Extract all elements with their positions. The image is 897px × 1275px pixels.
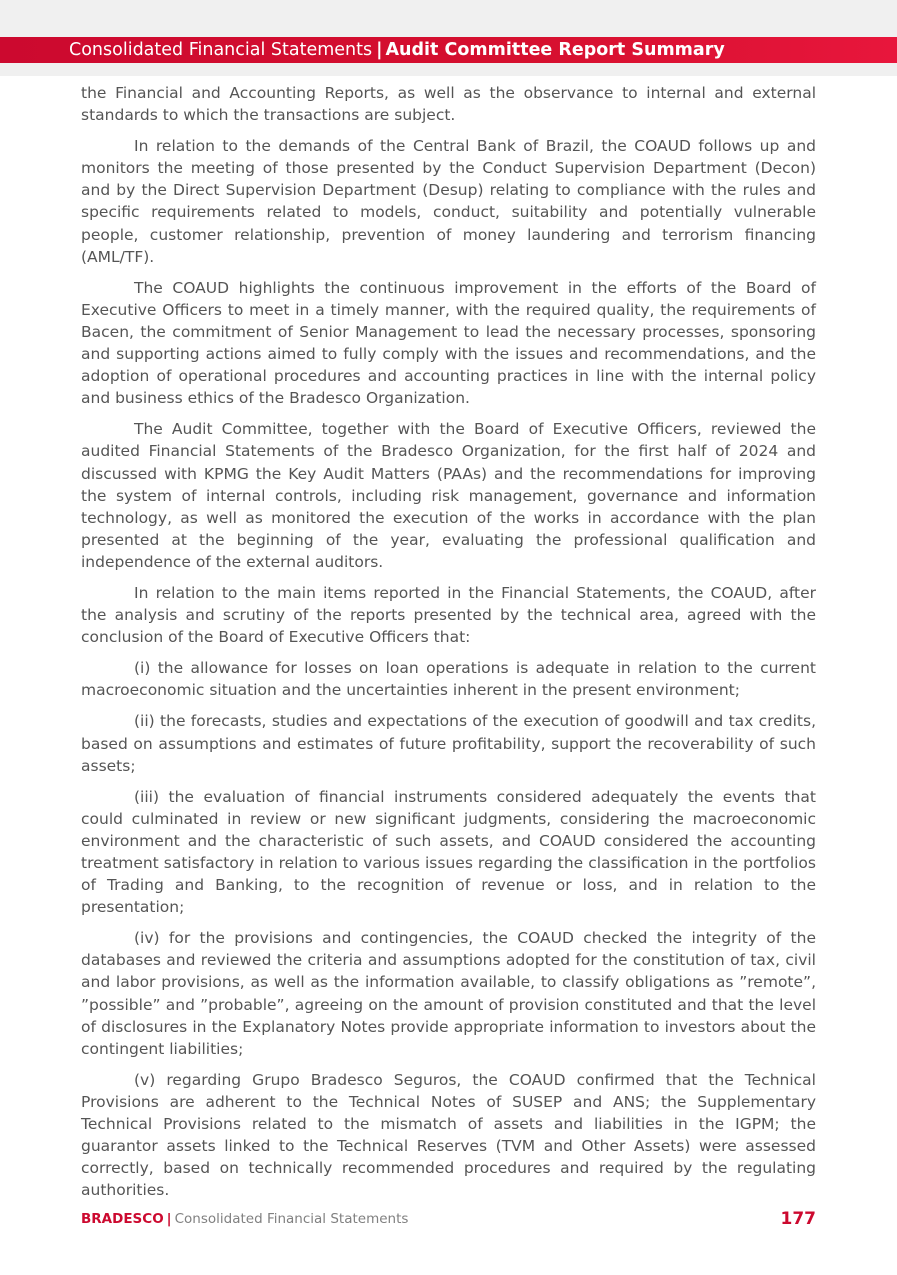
header-section: Consolidated Financial Statements xyxy=(69,40,373,60)
footer-separator: | xyxy=(166,1211,172,1227)
list-item: (i) the allowance for losses on loan operations is adequate in relation to the current macroeconomic situation and the uncertainties inherent in the present environment; xyxy=(81,659,816,700)
paragraph: In relation to the demands of the Central Bank of Brazil, the COAUD follows up and monitors the meeting of those presented by the Conduct Supervision Department (Decon) and by the Direct Supervision Department (Desup) relating to compliance with the rules and specific requirements related to models, conduct, suitability and potentially vulnerable people, customer relationship, prevention of money laundering and terrorism financing (AML/TF). xyxy=(81,137,816,266)
report-body xyxy=(81,82,816,1210)
list-item: (iv) for the provisions and contingencies, the COAUD checked the integrity of the databases and reviewed the criteria and assumptions adopted for the constitution of tax, civil and labor provisions, as well as the information available, to classify obligations as ”remote”, ”possible” and ”probable”, agreeing on the amount of provision constituted and that the level of disclosures in the Explanatory Notes provide appropriate information to investors about the contingent liabilities; xyxy=(81,929,816,1058)
paragraph: the Financial and Accounting Reports, as well as the observance to internal and external standards to which the transactions are subject. xyxy=(81,84,816,125)
brand-logo-text: BRADESCO xyxy=(81,1211,164,1227)
paragraph: The Audit Committee, together with the Board of Executive Officers, reviewed the audited Financial Statements of the Bradesco Organization, for the first half of 2024 and discussed with KPMG the Key Audit Matters (PAAs) and the recommendations for improving the system of internal controls, including risk management, governance and information technology, as well as monitored the execution of the works in accordance with the plan presented at the beginning of the year, evaluating the professional qualification and independence of the external auditors. xyxy=(81,420,816,571)
header-underband xyxy=(0,63,897,76)
header-title: Audit Committee Report Summary xyxy=(385,40,725,60)
header-text xyxy=(69,40,725,60)
list-item: (v) regarding Grupo Bradesco Seguros, the COAUD confirmed that the Technical Provisions are adherent to the Technical Notes of SUSEP and ANS; the Supplementary Technical Provisions related to the mismatch of assets and liabilities in the IGPM; the guarantor assets linked to the Technical Reserves (TVM and Other Assets) were assessed correctly, based on technically recommended procedures and required by the regulating authorities. xyxy=(81,1070,816,1200)
footer-label xyxy=(81,1211,408,1227)
header-separator: | xyxy=(376,40,383,60)
list-item: (iii) the evaluation of financial instruments considered adequately the events that could culminated in review or new significant judgments, considering the macroeconomic environment and the characteristic of such assets, and COAUD considered the accounting treatment satisfactory in relation to various issues regarding the classification in the portfolios of Trading and Banking, to the recognition of revenue or loss, and in relation to the presentation; xyxy=(81,787,816,917)
paragraph: The COAUD highlights the continuous improvement in the efforts of the Board of Executive Officers to meet in a timely manner, with the required quality, the requirements of Bacen, the commitment of Senior Management to lead the necessary processes, sponsoring and supporting actions aimed to fully comply with the issues and recommendations, and the adoption of operational procedures and accounting practices in line with the internal policy and business ethics of the Bradesco Organization. xyxy=(81,278,816,408)
list-item: (ii) the forecasts, studies and expectations of the execution of goodwill and tax credits, based on assumptions and estimates of future profitability, support the recoverability of such assets; xyxy=(81,712,816,775)
page-footer xyxy=(81,1207,816,1231)
page-number: 177 xyxy=(780,1209,816,1229)
top-band xyxy=(0,0,897,37)
page-header xyxy=(0,37,897,63)
footer-title: Consolidated Financial Statements xyxy=(174,1211,409,1227)
paragraph: In relation to the main items reported in the Financial Statements, the COAUD, after the analysis and scrutiny of the reports presented by the technical area, agreed with the conclusion of the Board of Executive Officers that: xyxy=(81,583,816,647)
